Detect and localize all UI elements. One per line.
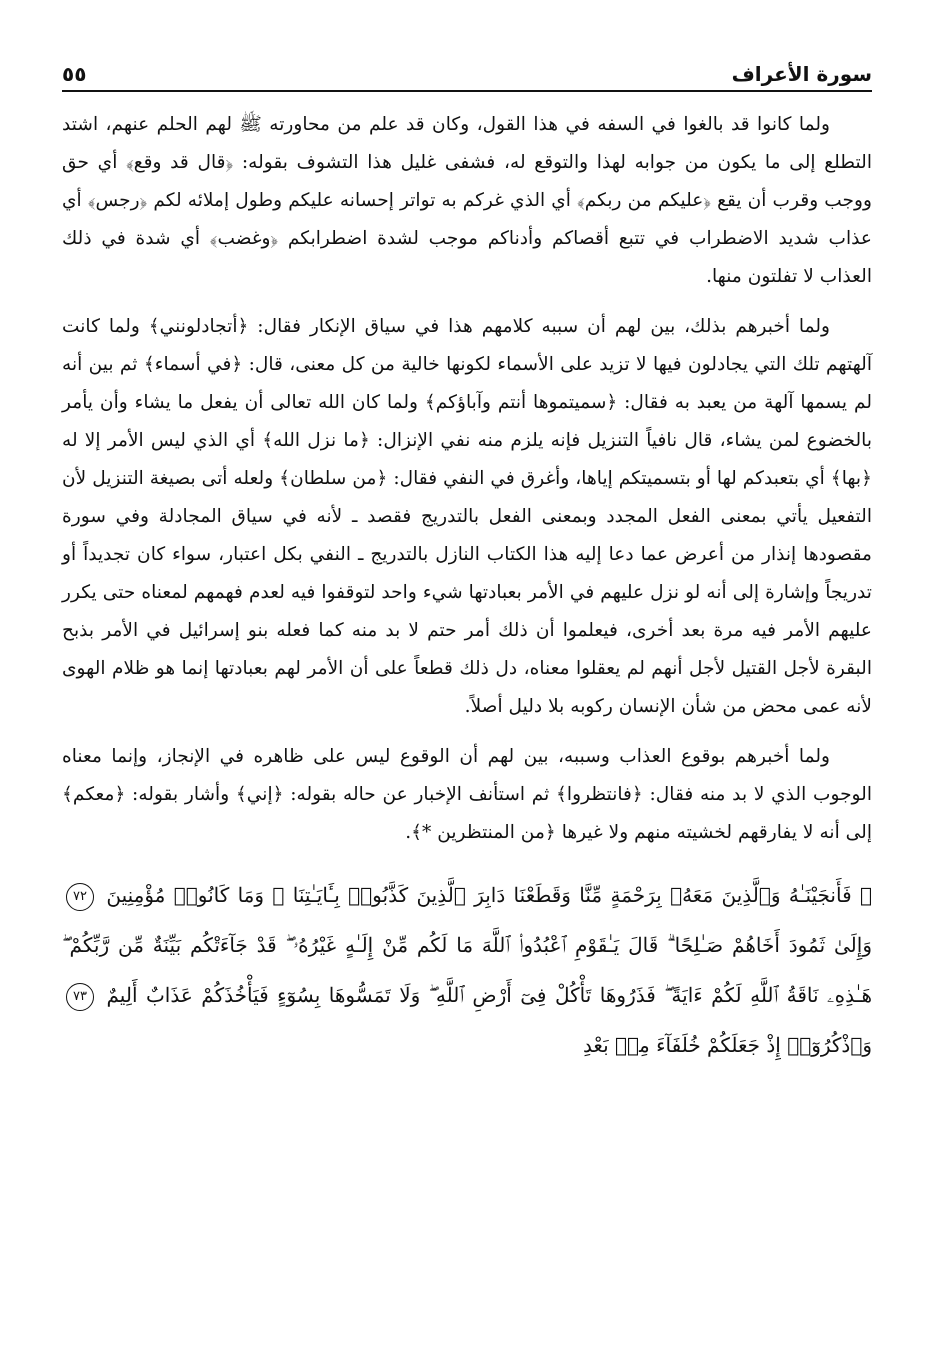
commentary-body — [62, 106, 872, 1070]
ayah-number-marker: ٧٣ — [66, 983, 94, 1011]
ayah-number-marker: ٧٢ — [66, 883, 94, 911]
verse-text: وَإِلَىٰ ثَمُودَ أَخَاهُمْ صَـٰلِحًا ۗ قَالَ يَـٰقَوْمِ ٱعْبُدُوا۟ ٱللَّهَ مَا لَكُم مِّنْ إِلَـٰهٍ غَيْرُهُۥ ۖ قَدْ جَآءَتْكُم بَيِّنَةٌ مِّن رَّبِّكُمْ ۖ هَـٰذِهِۦ نَاقَةُ ٱللَّهِ لَكُمْ ءَايَةً ۖ فَذَرُوهَا تَأْكُلْ فِىٓ أَرْضِ ٱللَّهِ ۖ وَلَا تَمَسُّوهَا بِسُوٓءٍ فَيَأْخُذَكُمْ عَذَابٌ أَلِيمٌ — [62, 933, 873, 1007]
paragraph: ولما كانوا قد بالغوا في السفه في هذا القول، وكان قد علم من محاورته ﷺ لهم الحلم عنهم، اشتد التطلع إلى ما يكون من جوابه لهذا والتوقع له، فشفى غليل هذا التشوف بقوله: ﴿قال قد وقع﴾ أي حق ووجب وقرب أن يقع ﴿عليكم من ربكم﴾ أي الذي غركم به تواتر إحسانه عليكم وطول إملائه لكم ﴿رجس﴾ أي عذاب شديد الاضطراب في تتبع أقصاكم وأدناكم موجب لشدة اضطرابكم ﴿وغضب﴾ أي شدة في ذلك العذاب لا تفلتون منها. — [62, 114, 872, 287]
sura-title: سورة الأعراف — [731, 62, 872, 86]
quran-verses — [62, 870, 872, 1070]
book-page — [62, 54, 872, 1331]
verse-text: وَٱذْكُرُوٓا۟ إِذْ جَعَلَكُمْ خُلَفَآءَ مِنۢ بَعْدِ — [582, 1033, 872, 1057]
page-number: ٥٥ — [62, 62, 87, 86]
paragraph: ولما أخبرهم بوقوع العذاب وسببه، بين لهم أن الوقوع ليس على ظاهره في الإنجاز، وإنما معناه الوجوب الذي لا بد منه فقال: ﴿فانتظروا﴾ ثم استأنف الإخبار عن حاله بقوله: ﴿إني﴾ وأشار بقوله: ﴿معكم﴾ إلى أنه لا يفارقهم لخشيته منهم ولا غيرها ﴿من المنتظرين *﴾. — [62, 746, 872, 843]
paragraph: ولما أخبرهم بذلك، بين لهم أن سببه كلامهم هذا في سياق الإنكار فقال: ﴿أتجادلونني﴾ ولما كانت آلهتهم تلك التي يجادلون فيها لا تزيد على الأسماء لكونها خالية من كل معنى، قال: ﴿في أسماء﴾ ثم بين أنه لم يسمها آلهة من يعبد به فقال: ﴿سميتموها أنتم وآباؤكم﴾ ولما كان الله تعالى أن يفعل ما يشاء وأن يأمر بالخضوع لمن يشاء، قال نافياً التنزيل فإنه يلزم منه نفي الإنزال: ﴿ما نزل الله﴾ أي الذي ليس الأمر إلا له ﴿بها﴾ أي بتعبدكم لها أو بتسميتكم إياها، وأغرق في النفي فقال: ﴿من سلطان﴾ ولعله أتى بصيغة التنزيل لأن التفعيل يأتي بمعنى الفعل المجدد وبمعنى الفعل بالتدريج فقصد ـ لأنه في سياق المجادلة وفي سورة مقصودها إنذار من أعرض عما دعا إليه هذا الكتاب النازل بالتدريج ـ النفي بكل اعتبار، سواء كان تجديداً أو تدريجاً وإشارة إلى أنه لو نزل عليهم في الأمر بعبادتها شيء واحد لتوقفوا فيه لعدم فهمهم لمعناه حتى يكرر عليهم الأمر فيه مرة بعد أخرى، فيعلموا أن ذلك أمر حتم لا بد منه كما فعله بنو إسرائيل في الأمر بذبح البقرة لأجل القتيل لأجل أنهم لم يعقلوا معناه، دل ذلك قطعاً على أن الأمر لهم بعبادتها إنما هو ظلام الهوى لأنه عمى محض من شأن الإنسان ركوبه بلا دليل أصلاً. — [62, 316, 872, 717]
page-header — [62, 54, 872, 92]
verse-text: ﴿ فَأَنجَيْنَـٰهُ وَٱلَّذِينَ مَعَهُۥ بِرَحْمَةٍ مِّنَّا وَقَطَعْنَا دَابِرَ ٱلَّذِينَ كَذَّبُوا۟ بِـَٔايَـٰتِنَا ۖ وَمَا كَانُوا۟ مُؤْمِنِينَ — [106, 883, 872, 907]
